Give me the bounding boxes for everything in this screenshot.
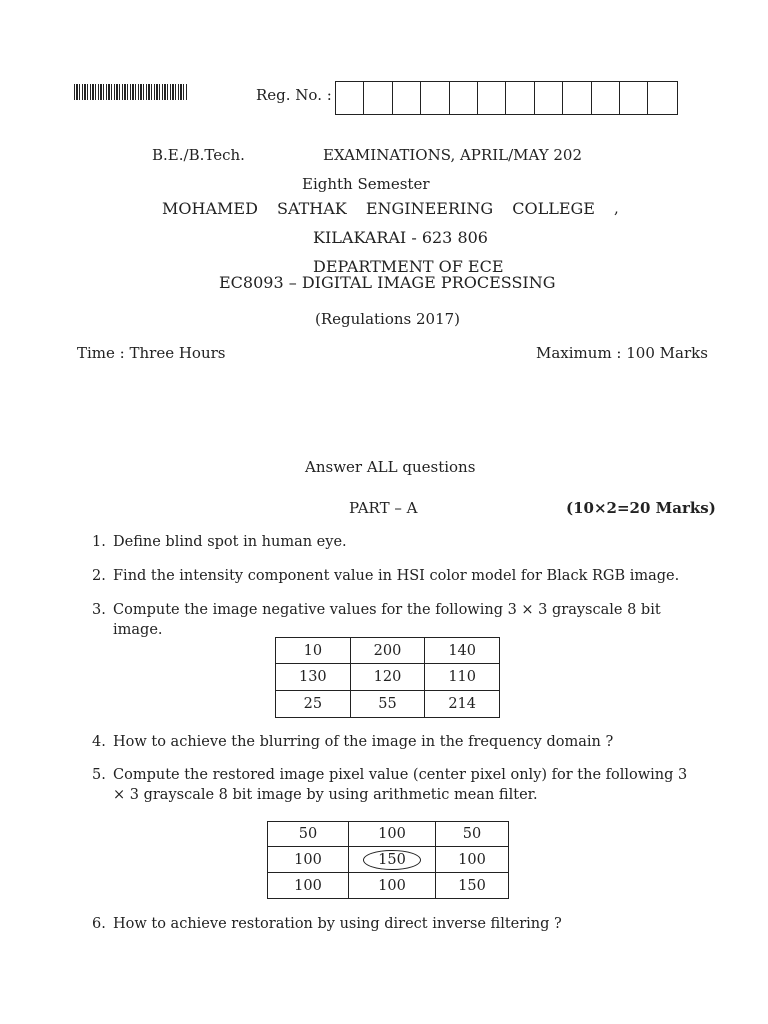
- table-cell: 150: [436, 873, 509, 899]
- center-pixel-ellipse: 150: [363, 850, 421, 870]
- reg-no-box[interactable]: [620, 82, 648, 114]
- instruction: Answer ALL questions: [305, 458, 476, 476]
- table-row: [276, 638, 500, 664]
- table-row: [276, 691, 500, 718]
- question-text: Find the intensity component value in HSI color model for Black RGB image.: [113, 568, 680, 584]
- part-a-marks: (10×2=20 Marks): [566, 499, 716, 517]
- question-number: 4.: [92, 734, 106, 750]
- college-name: MOHAMED SATHAK ENGINEERING COLLEGE: [162, 199, 595, 218]
- reg-no-label: Reg. No. :: [256, 86, 332, 104]
- question-text: Compute the restored image pixel value (center pixel only) for the following 3 × 3 grayscale 8 bit image by using arithmetic mean filter.: [113, 767, 688, 803]
- degree: B.E./B.Tech.: [152, 146, 245, 164]
- reg-no-box[interactable]: [592, 82, 620, 114]
- course-title: EC8093 – DIGITAL IMAGE PROCESSING: [219, 273, 556, 292]
- table-cell: 100: [349, 822, 436, 847]
- table-cell: 10: [276, 638, 351, 664]
- semester: Eighth Semester: [302, 175, 430, 193]
- table-row: [268, 822, 509, 847]
- table-cell: 100: [349, 873, 436, 899]
- question-number: 5.: [92, 767, 106, 783]
- department: DEPARTMENT OF ECE: [313, 257, 504, 276]
- table-cell: 100: [436, 847, 509, 873]
- question-number: 1.: [92, 534, 106, 550]
- reg-no-box[interactable]: [450, 82, 478, 114]
- time-allowed: Time : Three Hours: [77, 344, 226, 362]
- reg-no-box[interactable]: [364, 82, 392, 114]
- location: KILAKARAI - 623 806: [313, 228, 488, 247]
- reg-no-box[interactable]: [421, 82, 449, 114]
- reg-no-box[interactable]: [336, 82, 364, 114]
- table-row: [268, 847, 509, 873]
- question-number: 3.: [92, 602, 106, 618]
- reg-no-box[interactable]: [648, 82, 676, 114]
- table-row: [268, 873, 509, 899]
- table-cell: 140: [425, 638, 500, 664]
- question-text: Define blind spot in human eye.: [113, 534, 347, 550]
- question-text: Compute the image negative values for the following 3 × 3 grayscale 8 bit image.: [113, 602, 661, 638]
- table-cell: 50: [436, 822, 509, 847]
- maximum-marks: Maximum : 100 Marks: [536, 344, 708, 362]
- reg-no-box[interactable]: [478, 82, 506, 114]
- table-cell: 25: [276, 691, 351, 718]
- table-cell: 130: [276, 664, 351, 691]
- reg-no-box[interactable]: [506, 82, 534, 114]
- exam-name: EXAMINATIONS, APRIL/MAY 202: [323, 146, 583, 164]
- table-cell: 55: [350, 691, 425, 718]
- regulations: (Regulations 2017): [315, 310, 461, 328]
- reg-no-box[interactable]: [393, 82, 421, 114]
- question-text: How to achieve restoration by using direct inverse filtering ?: [113, 916, 562, 932]
- college-comma: ,: [614, 199, 619, 217]
- table-cell-highlighted: [349, 847, 436, 873]
- reg-no-box[interactable]: [535, 82, 563, 114]
- barcode: [74, 84, 188, 100]
- table-cell: 214: [425, 691, 500, 718]
- table-cell: 110: [425, 664, 500, 691]
- part-a-title: PART – A: [349, 499, 418, 517]
- table-cell: 100: [268, 847, 349, 873]
- reg-no-boxes[interactable]: [335, 81, 678, 115]
- question-number: 2.: [92, 568, 106, 584]
- table-cell: 200: [350, 638, 425, 664]
- table-row: [276, 664, 500, 691]
- table-cell: 50: [268, 822, 349, 847]
- reg-no-box[interactable]: [563, 82, 591, 114]
- image-table-q5: [267, 821, 509, 899]
- image-table-q3: [275, 637, 500, 718]
- question-text: How to achieve the blurring of the image in the frequency domain ?: [113, 734, 614, 750]
- table-cell: 100: [268, 873, 349, 899]
- question-number: 6.: [92, 916, 106, 932]
- table-cell: 120: [350, 664, 425, 691]
